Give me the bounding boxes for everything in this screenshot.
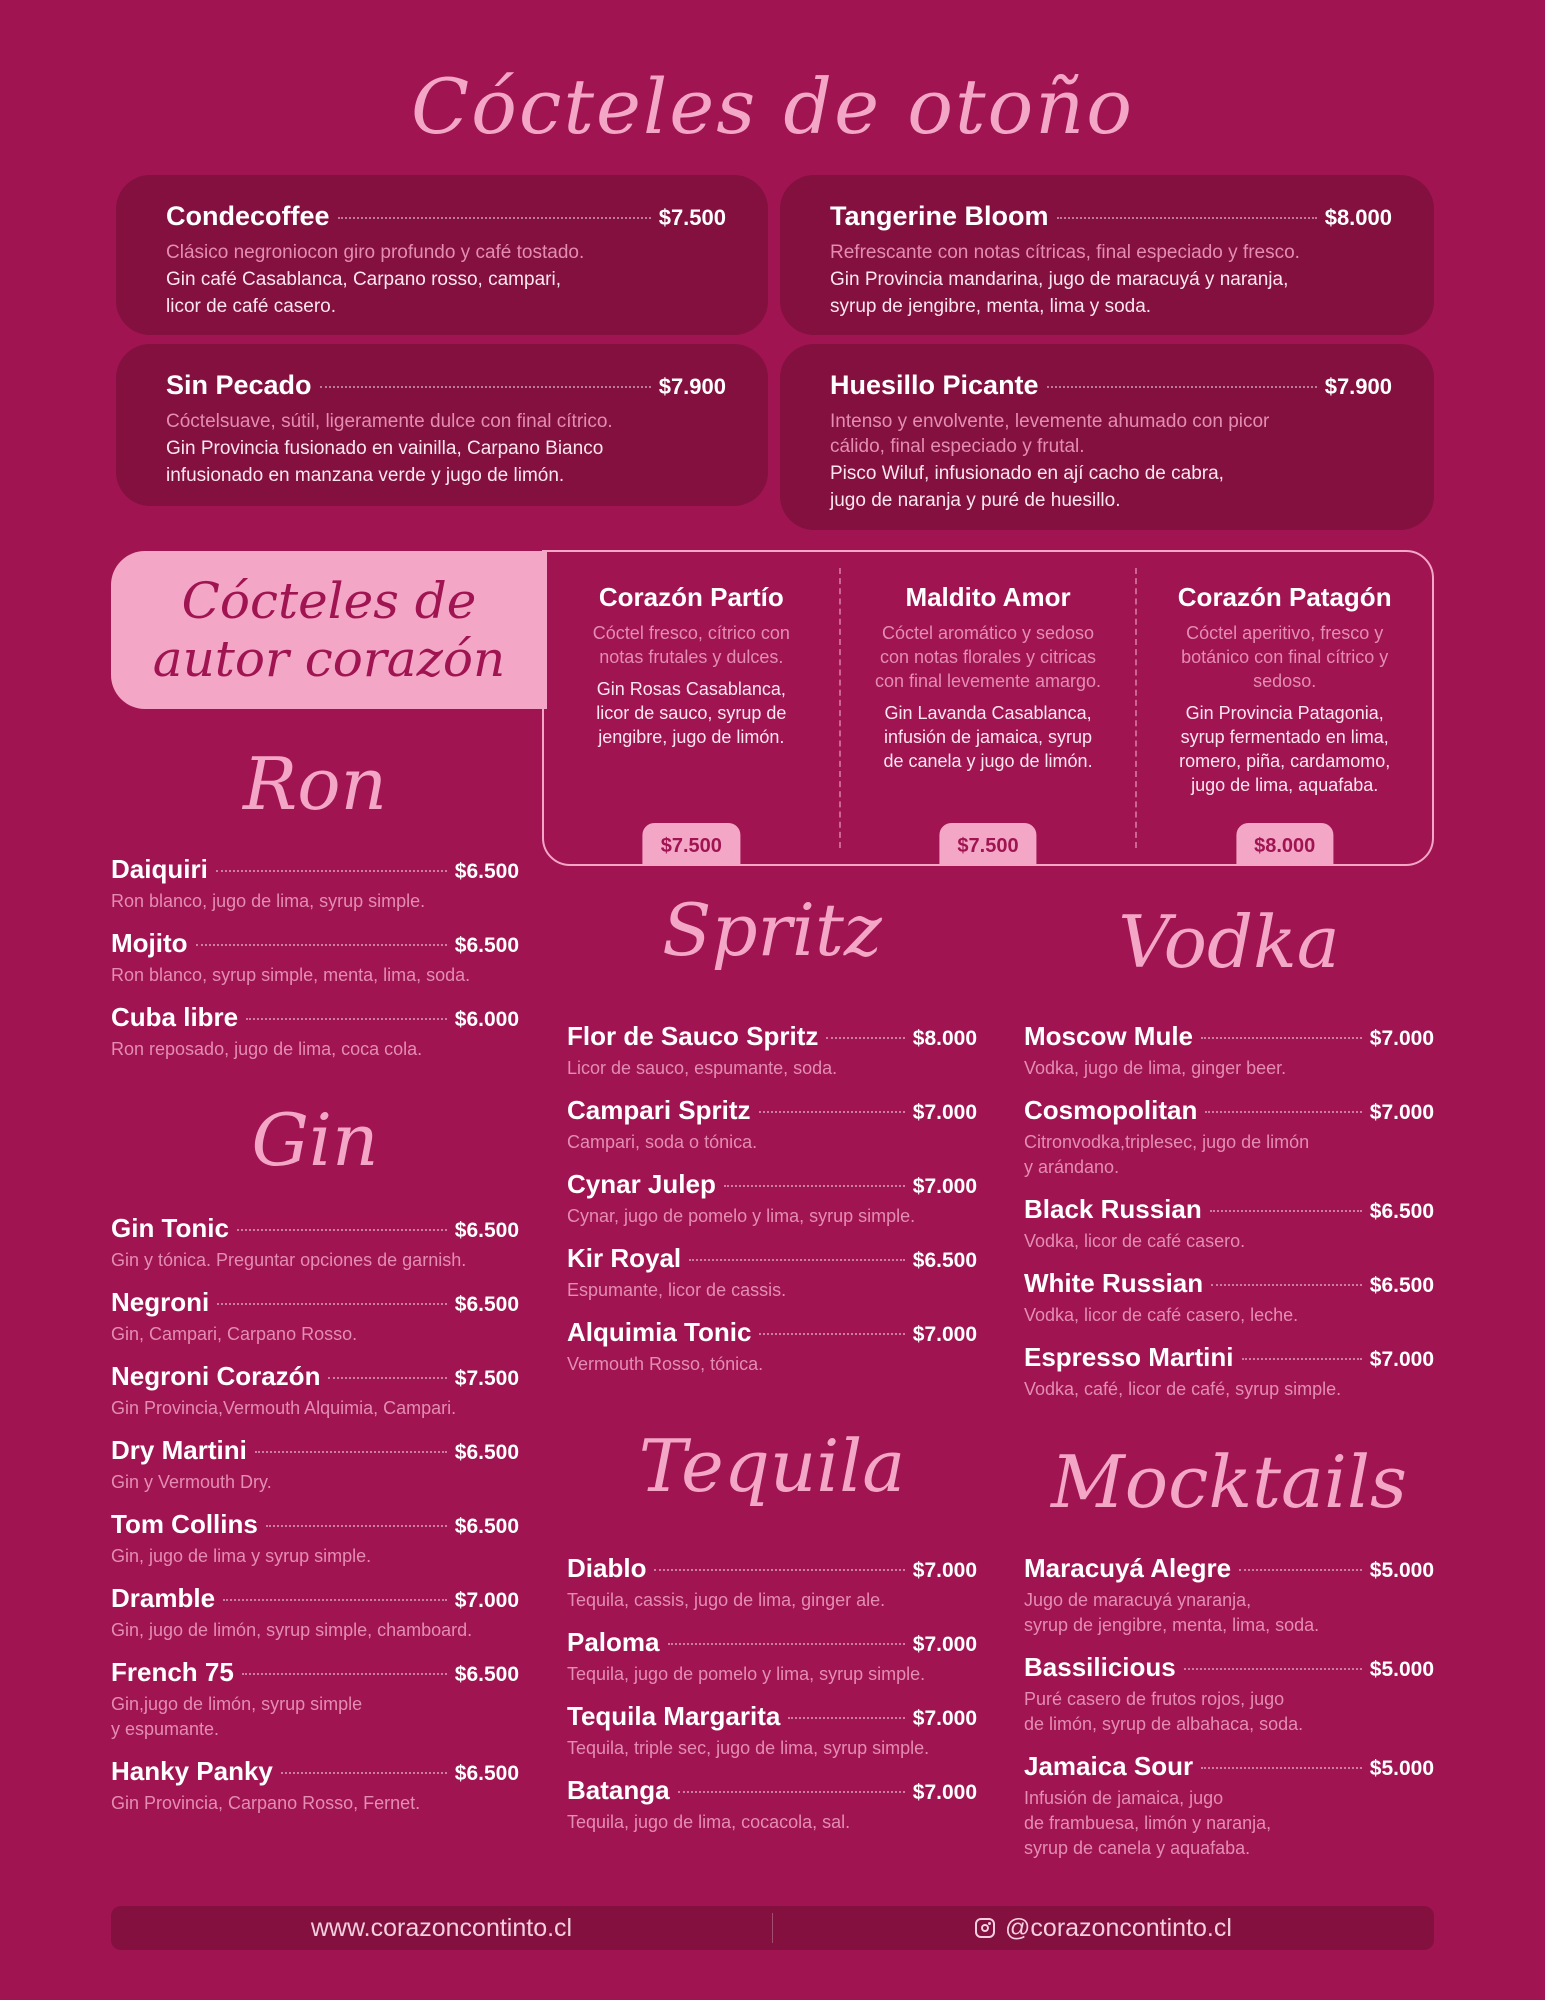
leader-dots [223,1599,447,1601]
drink-name: Corazón Partío [598,582,784,612]
drink-price: $7.000 [454,1589,519,1612]
autumn-card-condecoffee [116,175,768,335]
website-text[interactable]: www.corazoncontinto.cl [310,1913,573,1942]
drink-name: Tom Collins [111,1509,258,1539]
list-item [567,1317,977,1377]
leader-dots [217,1303,447,1305]
leader-dots [1047,386,1317,388]
list-item [111,854,519,914]
drink-name: Jamaica Sour [1024,1751,1194,1781]
drink-description: Gin y Vermouth Dry. [111,1472,272,1492]
text-line: romero, piña, cardamomo, [1179,751,1391,771]
drink-description: Vermouth Rosso, tónica. [567,1354,764,1374]
drink-name: Hanky Panky [111,1756,273,1786]
drink-ingredients: jugo de naranja y puré de huesillo. [830,490,1121,511]
section-title-mocktails: Mocktails [1051,1440,1407,1524]
drink-description: Tequila, jugo de lima, cocacola, sal. [567,1812,851,1832]
drink-ingredients [853,701,1124,773]
drink-name: Espresso Martini [1024,1342,1234,1372]
drink-description: Gin, jugo de limón, syrup simple, chamboard. [111,1620,473,1640]
autumn-card-huesillo-picante [780,344,1434,530]
drink-description: Tequila, cassis, jugo de lima, ginger ale. [567,1590,886,1610]
text-line: botánico con final cítrico y [1181,647,1389,667]
page-title: Cócteles de otoño [411,62,1134,151]
drink-price: $7.900 [1324,374,1392,399]
text-line: sedoso. [1253,671,1317,691]
leader-dots [281,1772,447,1774]
autor-item [1135,568,1432,857]
drink-name: Corazón Patagón [1177,582,1392,612]
list-item [567,1701,977,1761]
drink-description: y espumante. [111,1719,220,1739]
drink-description: Infusión de jamaica, jugo [1024,1788,1224,1808]
drink-description: Vodka, café, licor de café, syrup simple. [1024,1379,1342,1399]
leader-dots [255,1451,447,1453]
drink-description: de frambuesa, limón y naranja, [1024,1813,1272,1833]
autor-cocktails-box [542,550,1434,866]
ron-list [111,854,519,1076]
drink-price: $6.500 [454,1293,519,1316]
drink-description: Intenso y envolvente, levemente ahumado con picor [830,411,1270,432]
autor-title-line: autor corazón [152,630,506,688]
drink-name: Tangerine Bloom [830,201,1049,231]
drink-name: Dry Martini [111,1435,247,1465]
drink-price: $7.000 [912,1781,977,1804]
list-item [111,1435,519,1495]
autor-item [839,568,1136,857]
list-item [567,1775,977,1835]
text-line: Cóctel aperitivo, fresco y [1186,623,1384,643]
drink-name: Gin Tonic [111,1213,229,1243]
drink-price: $5.000 [1369,1559,1434,1582]
website-link[interactable] [111,1914,772,1943]
drink-description: Tequila, triple sec, jugo de lima, syrup simple. [567,1738,930,1758]
drink-name: Diablo [567,1553,647,1583]
drink-price: $7.000 [1369,1101,1434,1124]
drink-name: Condecoffee [166,201,330,231]
leader-dots [1201,1037,1362,1039]
drink-description: Ron blanco, jugo de lima, syrup simple. [111,891,426,911]
price-tag: $7.500 [643,823,740,866]
text-line: Cóctel aromático y sedoso [881,623,1095,643]
drink-ingredients: Gin Provincia mandarina, jugo de maracuyá y naranja, [830,269,1289,290]
leader-dots [689,1259,905,1261]
drink-description: Ron reposado, jugo de lima, coca cola. [111,1039,423,1059]
drink-name: Black Russian [1024,1194,1202,1224]
leader-dots [1057,217,1317,219]
drink-ingredients: syrup de jengibre, menta, lima y soda. [830,296,1152,317]
leader-dots [1184,1668,1362,1670]
price-tag: $8.000 [1236,823,1333,866]
leader-dots [242,1673,447,1675]
text-line: con final levemente amargo. [874,671,1102,691]
drink-name: Negroni [111,1287,210,1317]
list-item [111,1002,519,1062]
text-line: licor de sauco, syrup de [596,703,787,723]
list-item [111,928,519,988]
drink-price: $5.000 [1369,1658,1434,1681]
drink-description: Refrescante con notas cítricas, final especiado y fresco. [830,242,1300,263]
drink-price: $6.500 [454,1762,519,1785]
drink-name: Maracuyá Alegre [1024,1553,1232,1583]
drink-name: Alquimia Tonic [567,1317,752,1347]
leader-dots [196,944,447,946]
autumn-card-tangerine-bloom [780,175,1434,335]
drink-description: Vodka, licor de café casero, leche. [1024,1305,1299,1325]
drink-price: $6.500 [454,1219,519,1242]
list-item [567,1627,977,1687]
leader-dots [724,1185,905,1187]
drink-description: Licor de sauco, espumante, soda. [567,1058,838,1078]
list-item [1024,1268,1434,1328]
autor-section-title [153,572,505,688]
leader-dots [1239,1569,1362,1571]
drink-description: Vodka, jugo de lima, ginger beer. [1024,1058,1287,1078]
footer [111,1906,1434,1950]
drink-name: Moscow Mule [1024,1021,1194,1051]
drink-price: $7.000 [912,1323,977,1346]
drink-ingredients [1149,701,1420,797]
list-item [1024,1652,1434,1737]
drink-description: Ron blanco, syrup simple, menta, lima, soda. [111,965,471,985]
section-title-ron: Ron [243,742,387,826]
drink-price: $7.500 [658,205,726,230]
drink-ingredients: infusionado en manzana verde y jugo de limón. [166,465,565,486]
drink-price: $6.500 [454,1515,519,1538]
drink-name: Flor de Sauco Spritz [567,1021,819,1051]
drink-name: Bassilicious [1024,1652,1176,1682]
list-item [1024,1553,1434,1638]
drink-description [1149,621,1420,693]
list-item [111,1287,519,1347]
leader-dots [759,1111,905,1113]
leader-dots [216,870,447,872]
drink-price: $8.000 [912,1027,977,1050]
section-title-tequila: Tequila [638,1424,906,1508]
drink-name: Cosmopolitan [1024,1095,1198,1125]
drink-description: Campari, soda o tónica. [567,1132,758,1152]
drink-name: Tequila Margarita [567,1701,781,1731]
drink-ingredients: Gin café Casablanca, Carpano rosso, campari, [166,269,561,290]
drink-name: Paloma [567,1627,660,1657]
autor-title-line: Cócteles de [181,572,477,630]
list-item [1024,1095,1434,1180]
drink-description: syrup de canela y aquafaba. [1024,1838,1251,1858]
drink-description [556,621,827,669]
drink-price: $7.900 [658,374,726,399]
section-title-spritz: Spritz [662,888,882,972]
drink-description: de limón, syrup de albahaca, soda. [1024,1714,1304,1734]
list-item [1024,1021,1434,1081]
autumn-card-sin-pecado [116,344,768,506]
drink-name: French 75 [111,1657,234,1687]
drink-description: Citronvodka,triplesec, jugo de limón [1024,1132,1310,1152]
list-item [111,1213,519,1273]
drink-description: cálido, final especiado y frutal. [830,436,1085,457]
list-item [567,1169,977,1229]
drink-price: $6.000 [454,1008,519,1031]
drink-name: Dramble [111,1583,216,1613]
drink-price: $7.000 [912,1559,977,1582]
leader-dots [788,1717,904,1719]
text-line: Cóctel fresco, cítrico con [592,623,790,643]
drink-name: White Russian [1024,1268,1204,1298]
drink-description: Gin y tónica. Preguntar opciones de garnish. [111,1250,467,1270]
drink-ingredients: licor de café casero. [166,296,337,317]
list-item [111,1361,519,1421]
list-item [567,1243,977,1303]
leader-dots [654,1569,904,1571]
drink-price: $5.000 [1369,1757,1434,1780]
text-line: de canela y jugo de limón. [883,751,1093,771]
list-item [567,1021,977,1081]
leader-dots [266,1525,447,1527]
leader-dots [246,1018,447,1020]
drink-price: $7.000 [912,1633,977,1656]
drink-price: $7.000 [912,1101,977,1124]
leader-dots [826,1037,904,1039]
drink-price: $7.000 [1369,1027,1434,1050]
text-line: Gin Provincia Patagonia, [1185,703,1384,723]
text-line: jengibre, jugo de limón. [598,727,785,747]
list-item [1024,1751,1434,1861]
gin-list [111,1213,519,1830]
drink-name: Daiquiri [111,854,208,884]
instagram-handle[interactable]: @corazoncontinto.cl [1005,1913,1232,1942]
leader-dots [759,1333,904,1335]
leader-dots [1242,1358,1362,1360]
drink-description: Espumante, licor de cassis. [567,1280,787,1300]
spritz-list [567,1021,977,1391]
list-item [111,1657,519,1742]
drink-name: Campari Spritz [567,1095,751,1125]
text-line: infusión de jamaica, syrup [883,727,1093,747]
drink-description: Puré casero de frutos rojos, jugo [1024,1689,1285,1709]
drink-name: Cuba libre [111,1002,239,1032]
drink-description [853,621,1124,693]
drink-description: Gin, Campari, Carpano Rosso. [111,1324,358,1344]
drink-price: $7.000 [912,1175,977,1198]
drink-price: $8.000 [1324,205,1392,230]
leader-dots [338,217,651,219]
leader-dots [1210,1210,1362,1212]
drink-price: $6.500 [1369,1200,1434,1223]
leader-dots [668,1643,905,1645]
leader-dots [328,1377,446,1379]
section-title-vodka: Vodka [1118,900,1340,984]
instagram-icon [975,1918,995,1938]
drink-name: Negroni Corazón [111,1361,321,1391]
leader-dots [678,1791,905,1793]
drink-description: Clásico negroniocon giro profundo y café tostado. [166,242,585,263]
list-item [111,1583,519,1643]
text-line: con notas florales y citricas [879,647,1097,667]
drink-description: syrup de jengibre, menta, lima, soda. [1024,1615,1320,1635]
drink-price: $6.500 [454,1441,519,1464]
drink-name: Huesillo Picante [830,370,1039,400]
drink-description: y arándano. [1024,1157,1120,1177]
drink-name: Kir Royal [567,1243,682,1273]
leader-dots [237,1229,447,1231]
list-item [111,1509,519,1569]
text-line: notas frutales y dulces. [599,647,784,667]
drink-price: $7.000 [912,1707,977,1730]
tequila-list [567,1553,977,1849]
leader-dots [1211,1284,1362,1286]
drink-description: Vodka, licor de café casero. [1024,1231,1246,1251]
list-item [567,1553,977,1613]
autor-item [544,568,839,857]
leader-dots [320,386,651,388]
autor-section-header [111,551,547,709]
drink-description: Tequila, jugo de pomelo y lima, syrup simple. [567,1664,926,1684]
list-item [1024,1342,1434,1402]
leader-dots [1201,1767,1362,1769]
drink-ingredients: Pisco Wiluf, infusionado en ají cacho de cabra, [830,463,1224,484]
drink-description: Gin, jugo de lima y syrup simple. [111,1546,372,1566]
vodka-list [1024,1021,1434,1416]
text-line: jugo de lima, aquafaba. [1191,775,1379,795]
leader-dots [1205,1111,1361,1113]
drink-name: Batanga [567,1775,670,1805]
section-title-gin: Gin [251,1098,379,1182]
instagram-link[interactable] [772,1913,1434,1943]
list-item [1024,1194,1434,1254]
drink-description: Gin,jugo de limón, syrup simple [111,1694,363,1714]
text-line: syrup fermentado en lima, [1180,727,1389,747]
drink-price: $6.500 [1369,1274,1434,1297]
price-tag: $7.500 [939,823,1036,866]
drink-description: Gin Provincia,Vermouth Alquimia, Campari. [111,1398,457,1418]
drink-description: Jugo de maracuyá ynaranja, [1024,1590,1252,1610]
drink-price: $6.500 [454,860,519,883]
drink-price: $7.000 [1369,1348,1434,1371]
list-item [567,1095,977,1155]
text-line: Gin Lavanda Casablanca, [884,703,1092,723]
drink-price: $6.500 [912,1249,977,1272]
drink-name: Cynar Julep [567,1169,716,1199]
mocktails-list [1024,1553,1434,1875]
drink-ingredients [556,677,827,749]
list-item [111,1756,519,1816]
drink-name: Maldito Amor [905,582,1071,612]
drink-description: Cynar, jugo de pomelo y lima, syrup simple. [567,1206,916,1226]
drink-description: Gin Provincia, Carpano Rosso, Fernet. [111,1793,421,1813]
drink-ingredients: Gin Provincia fusionado en vainilla, Carpano Bianco [166,438,604,459]
drink-price: $6.500 [454,934,519,957]
drink-name: Mojito [111,928,188,958]
drink-price: $6.500 [454,1663,519,1686]
text-line: Gin Rosas Casablanca, [596,679,786,699]
drink-price: $7.500 [454,1367,519,1390]
drink-name: Sin Pecado [166,370,312,400]
drink-description: Cóctelsuave, sútil, ligeramente dulce con final cítrico. [166,411,613,432]
